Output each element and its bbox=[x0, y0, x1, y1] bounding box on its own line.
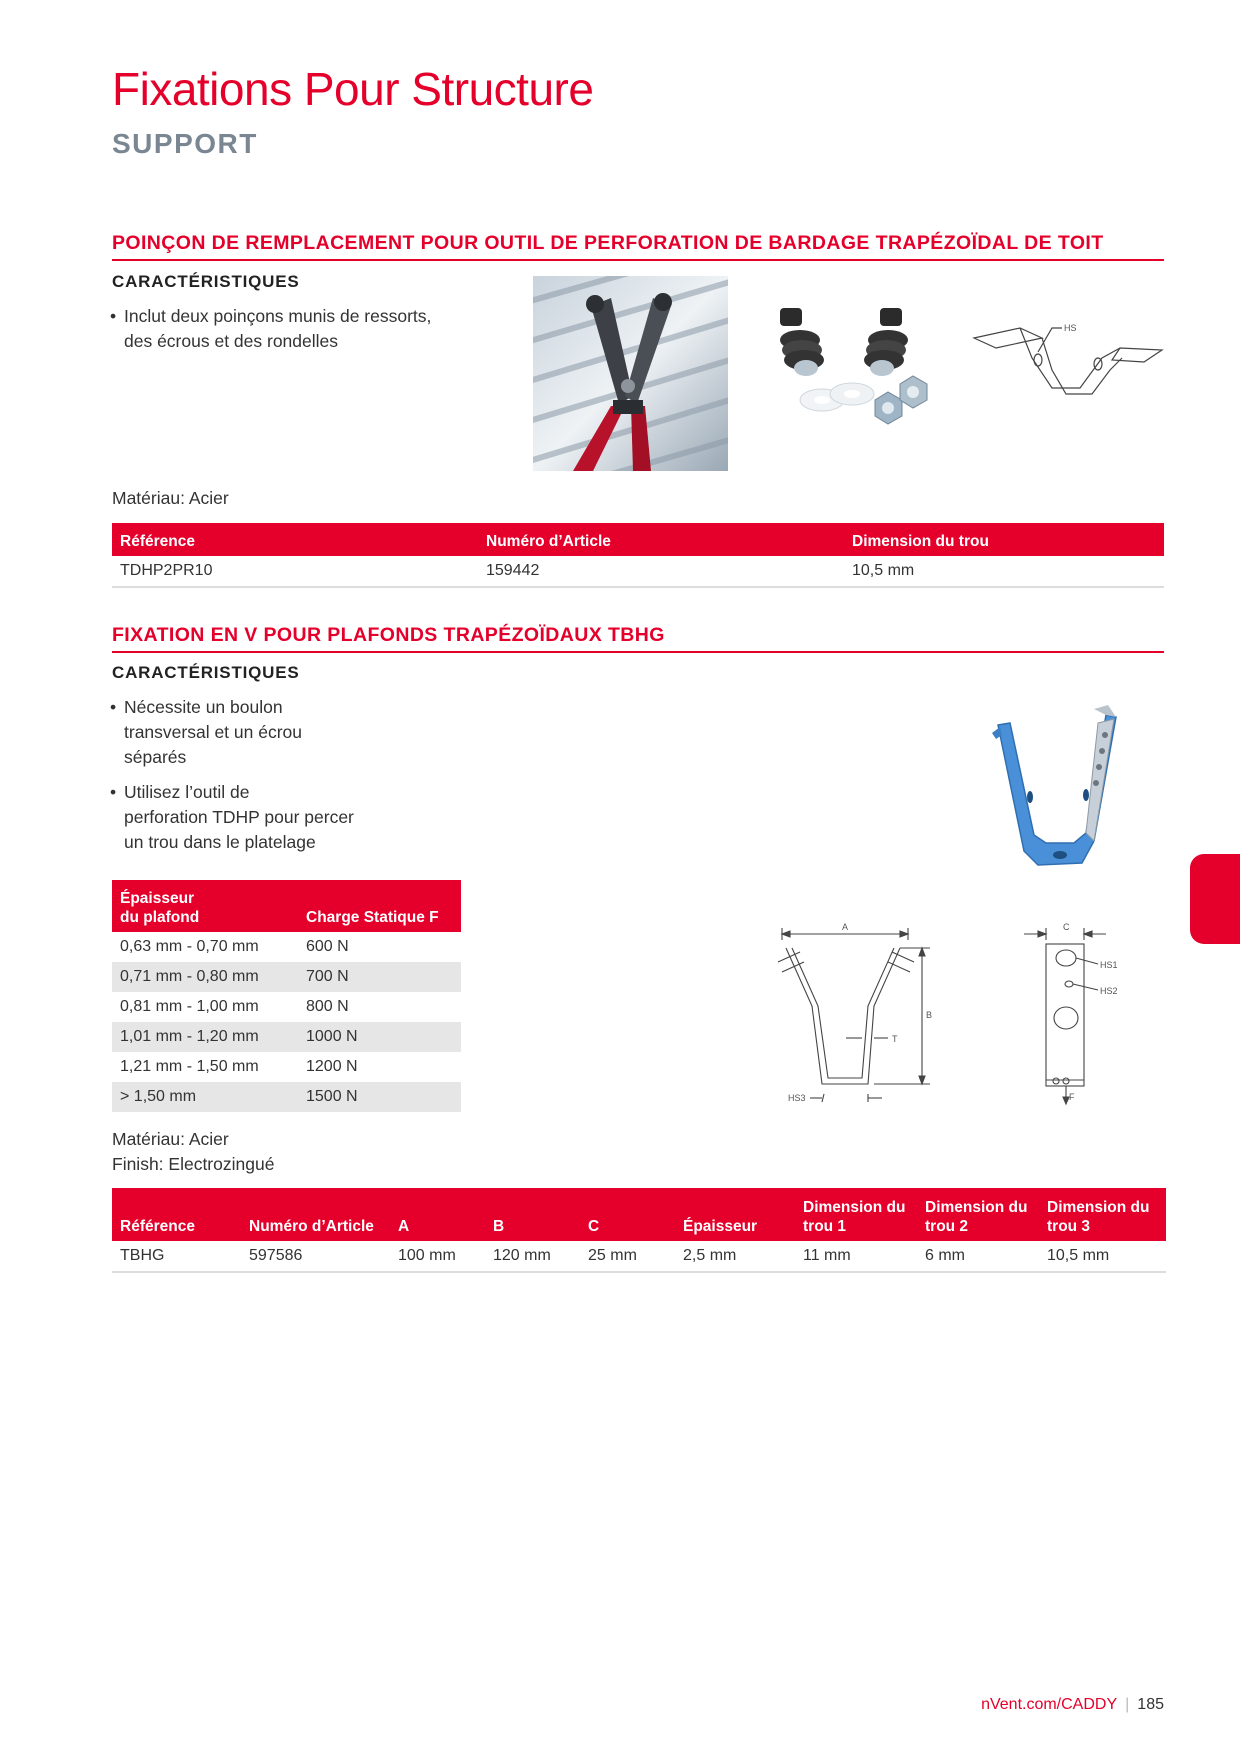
page-title: Fixations Pour Structure bbox=[112, 63, 594, 115]
col-header-a: A bbox=[390, 1188, 485, 1241]
v-bracket-front-drawing bbox=[1010, 918, 1130, 1108]
cell-load: 800 N bbox=[306, 998, 349, 1015]
spec-table bbox=[112, 1188, 1166, 1273]
col-header-hole-2-line1: Dimension du bbox=[925, 1199, 1028, 1216]
cell-hole-2: 6 mm bbox=[917, 1241, 1039, 1272]
col-header-reference: Référence bbox=[112, 523, 478, 556]
material-text: Matériau: Acier bbox=[112, 1129, 229, 1149]
table-row bbox=[112, 932, 461, 962]
cell-thickness: > 1,50 mm bbox=[112, 1082, 298, 1112]
punch-diagram bbox=[972, 318, 1172, 408]
col-header-hole-2 bbox=[917, 1188, 1039, 1241]
product-photo-punch-tool bbox=[533, 276, 728, 471]
product-photo-v-bracket bbox=[990, 705, 1120, 875]
section-title-v-fixing: FIXATION EN V POUR PLAFONDS TRAPÉZOÏDAUX TBHG bbox=[112, 624, 665, 646]
table-row bbox=[112, 1241, 1166, 1272]
table-row bbox=[112, 1052, 461, 1082]
cell-thickness: 0,63 mm - 0,70 mm bbox=[120, 938, 259, 955]
dim-label-hs2: HS2 bbox=[1100, 986, 1118, 996]
feature-bullet: • Inclut deux poinçons munis de ressorts, des écrous et des rondelles bbox=[110, 304, 490, 354]
material-text: Matériau: Acier bbox=[112, 488, 229, 508]
cell-reference: TBHG bbox=[112, 1241, 241, 1272]
characteristics-heading: CARACTÉRISTIQUES bbox=[112, 663, 300, 682]
load-table bbox=[112, 880, 461, 1112]
cell-thickness: 0,81 mm - 1,00 mm bbox=[120, 998, 259, 1015]
table-row bbox=[112, 1082, 461, 1112]
feature-line: perforation TDHP pour percer bbox=[124, 807, 354, 827]
cell-c: 25 mm bbox=[580, 1241, 675, 1272]
footer-separator: | bbox=[1125, 1696, 1130, 1713]
cell-thickness: 1,21 mm - 1,50 mm bbox=[120, 1058, 259, 1075]
col-header-hole-size: Dimension du trou bbox=[844, 523, 1164, 556]
col-header-article: Numéro d’Article bbox=[478, 523, 844, 556]
col-header-thickness: Épaisseur bbox=[675, 1188, 795, 1241]
table-row bbox=[112, 962, 461, 992]
col-header-b: B bbox=[485, 1188, 580, 1241]
feature-line: transversal et un écrou bbox=[124, 722, 303, 742]
feature-line: un trou dans le platelage bbox=[124, 832, 316, 852]
table-row bbox=[112, 556, 1164, 587]
footer bbox=[981, 1696, 1164, 1714]
col-header-hole-1-line1: Dimension du bbox=[803, 1199, 906, 1216]
feature-line: Nécessite un boulon bbox=[124, 697, 283, 717]
section-title-punch: POINÇON DE REMPLACEMENT POUR OUTIL DE PERFORATION DE BARDAGE TRAPÉZOÏDAL DE TOIT bbox=[112, 232, 1104, 254]
cell-thickness: 1,01 mm - 1,20 mm bbox=[112, 1022, 298, 1052]
cell-b: 120 mm bbox=[485, 1241, 580, 1272]
punch-table bbox=[112, 523, 1164, 588]
cell-thickness: 2,5 mm bbox=[675, 1241, 795, 1272]
feature-bullet: • Nécessite un boulon transversal et un écrou séparés bbox=[110, 695, 410, 770]
dim-label-t: T bbox=[892, 1034, 898, 1044]
cell-article: 159442 bbox=[478, 556, 844, 587]
cell-article: 597586 bbox=[241, 1241, 390, 1272]
diagram-label-hs: HS bbox=[1064, 323, 1077, 333]
dim-label-f: F bbox=[1069, 1092, 1075, 1102]
cell-reference: TDHP2PR10 bbox=[112, 556, 478, 587]
cell-load: 1200 N bbox=[306, 1058, 358, 1075]
col-header-reference: Référence bbox=[112, 1188, 241, 1241]
v-bracket-side-drawing bbox=[770, 918, 950, 1108]
col-header-hole-1 bbox=[795, 1188, 917, 1241]
dim-label-c: C bbox=[1063, 922, 1070, 932]
feature-line: Inclut deux poinçons munis de ressorts, bbox=[124, 306, 432, 326]
cell-a: 100 mm bbox=[390, 1241, 485, 1272]
cell-thickness: 0,71 mm - 0,80 mm bbox=[112, 962, 298, 992]
col-header-hole-2-line2: trou 2 bbox=[925, 1218, 969, 1235]
col-header-thickness-line2: du plafond bbox=[120, 909, 200, 926]
feature-line: des écrous et des rondelles bbox=[124, 331, 339, 351]
cell-load: 700 N bbox=[298, 962, 461, 992]
cell-load: 600 N bbox=[306, 938, 349, 955]
table-row bbox=[112, 1022, 461, 1052]
dim-label-hs3: HS3 bbox=[788, 1093, 806, 1103]
col-header-c: C bbox=[580, 1188, 675, 1241]
feature-line: séparés bbox=[124, 747, 187, 767]
cell-load: 1500 N bbox=[298, 1082, 461, 1112]
col-header-article: Numéro d’Article bbox=[241, 1188, 390, 1241]
dim-label-hs1: HS1 bbox=[1100, 960, 1118, 970]
page-number: 185 bbox=[1137, 1696, 1164, 1713]
dim-label-a: A bbox=[842, 922, 849, 932]
page-subtitle: SUPPORT bbox=[112, 128, 258, 159]
section-divider bbox=[112, 651, 1164, 653]
col-header-hole-1-line2: trou 1 bbox=[803, 1218, 847, 1235]
table-row bbox=[112, 992, 461, 1022]
chapter-tab bbox=[1190, 854, 1240, 944]
cell-hole-size: 10,5 mm bbox=[844, 556, 1164, 587]
col-header-hole-3-line2: trou 3 bbox=[1047, 1218, 1091, 1235]
col-header-thickness-line1: Épaisseur bbox=[120, 890, 195, 907]
col-header-hole-3 bbox=[1039, 1188, 1166, 1241]
cell-hole-1: 11 mm bbox=[795, 1241, 917, 1272]
col-header-hole-3-line1: Dimension du bbox=[1047, 1199, 1150, 1216]
cell-hole-3: 10,5 mm bbox=[1039, 1241, 1166, 1272]
finish-text: Finish: Electrozingué bbox=[112, 1154, 275, 1174]
cell-load: 1000 N bbox=[298, 1022, 461, 1052]
punch-parts-illustration bbox=[760, 300, 950, 450]
feature-bullet: • Utilisez l’outil de perforation TDHP pour percer un trou dans le platelage bbox=[110, 780, 410, 855]
characteristics-heading: CARACTÉRISTIQUES bbox=[112, 272, 300, 291]
dim-label-b: B bbox=[926, 1010, 933, 1020]
col-header-thickness bbox=[112, 880, 298, 932]
feature-line: Utilisez l’outil de bbox=[124, 782, 250, 802]
col-header-static-load: Charge Statique F bbox=[298, 880, 461, 932]
footer-site-link[interactable]: nVent.com/CADDY bbox=[981, 1696, 1118, 1713]
section-divider bbox=[112, 259, 1164, 261]
